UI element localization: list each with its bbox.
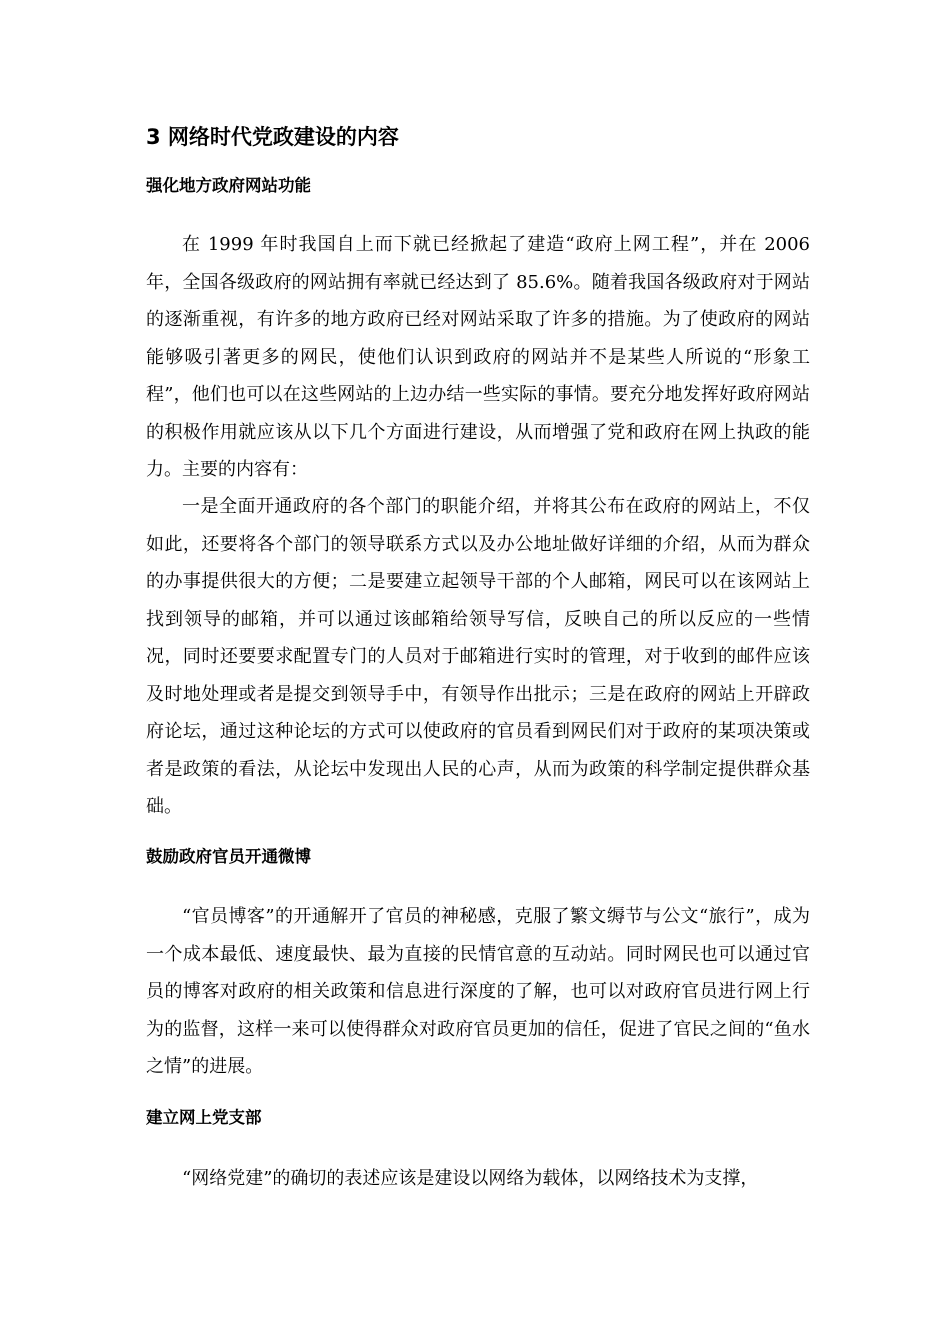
paragraph: “网络党建”的确切的表述应该是建设以网络为载体，以网络技术为支撑， bbox=[182, 1168, 759, 1189]
paragraph: 在 1999 年时我国自上而下就已经掀起了建造“政府上网工程”，并在 2006 年，全国各级政府的网站拥有率就已经达到了 85.6%。随着我国各级政府对于网站的逐渐重视，有许多的地方政府已经对网站采取了许多的措施。为了使政府的网站能够吸引著更多的网民，使他们认识到政府的网站并不是某些人所说的“形象工程”，他们也可以在这些网站的上边办结一些实际的事情。要充分地发挥好政府网站的积极作用就应该从以下几个方面进行建设，从而增强了党和政府在网上执政的能力。主要的内容有： bbox=[146, 234, 810, 480]
paragraph: 一是全面开通政府的各个部门的职能介绍，并将其公布在政府的网站上，不仅如此，还要将各个部门的领导联系方式以及办公地址做好详细的介绍，从而为群众的办事提供很大的方便；二是要建立起领导干部的个人邮箱，网民可以在该网站上找到领导的邮箱，并可以通过该邮箱给领导写信，反映自己的所以反应的一些情况，同时还要要求配置专门的人员对于邮箱进行实时的管理，对于收到的邮件应该及时地处理或者是提交到领导手中，有领导作出批示；三是在政府的网站上开辟政府论坛，通过这种论坛的方式可以使政府的官员看到网民们对于政府的某项决策或者是政策的看法，从论坛中发现出人民的心声，从而为政策的科学制定提供群众基础。 bbox=[146, 496, 810, 817]
section-heading-online-party-branch: 建立网上党支部 bbox=[146, 1108, 262, 1127]
paragraph: “官员博客”的开通解开了官员的神秘感，克服了繁文缛节与公文“旅行”，成为一个成本最低、速度最快、最为直接的民情官意的互动站。同时网民也可以通过官员的博客对政府的相关政策和信息进行深度的了解，也可以对政府官员进行网上行为的监督，这样一来可以使得群众对政府官员更加的信任，促进了官民之间的“鱼水之情”的进展。 bbox=[146, 906, 810, 1077]
section-heading-local-gov-websites: 强化地方政府网站功能 bbox=[146, 176, 311, 195]
chapter-title: 3 网络时代党政建设的内容 bbox=[146, 125, 399, 149]
section-heading-official-microblogs: 鼓励政府官员开通微博 bbox=[146, 847, 311, 866]
